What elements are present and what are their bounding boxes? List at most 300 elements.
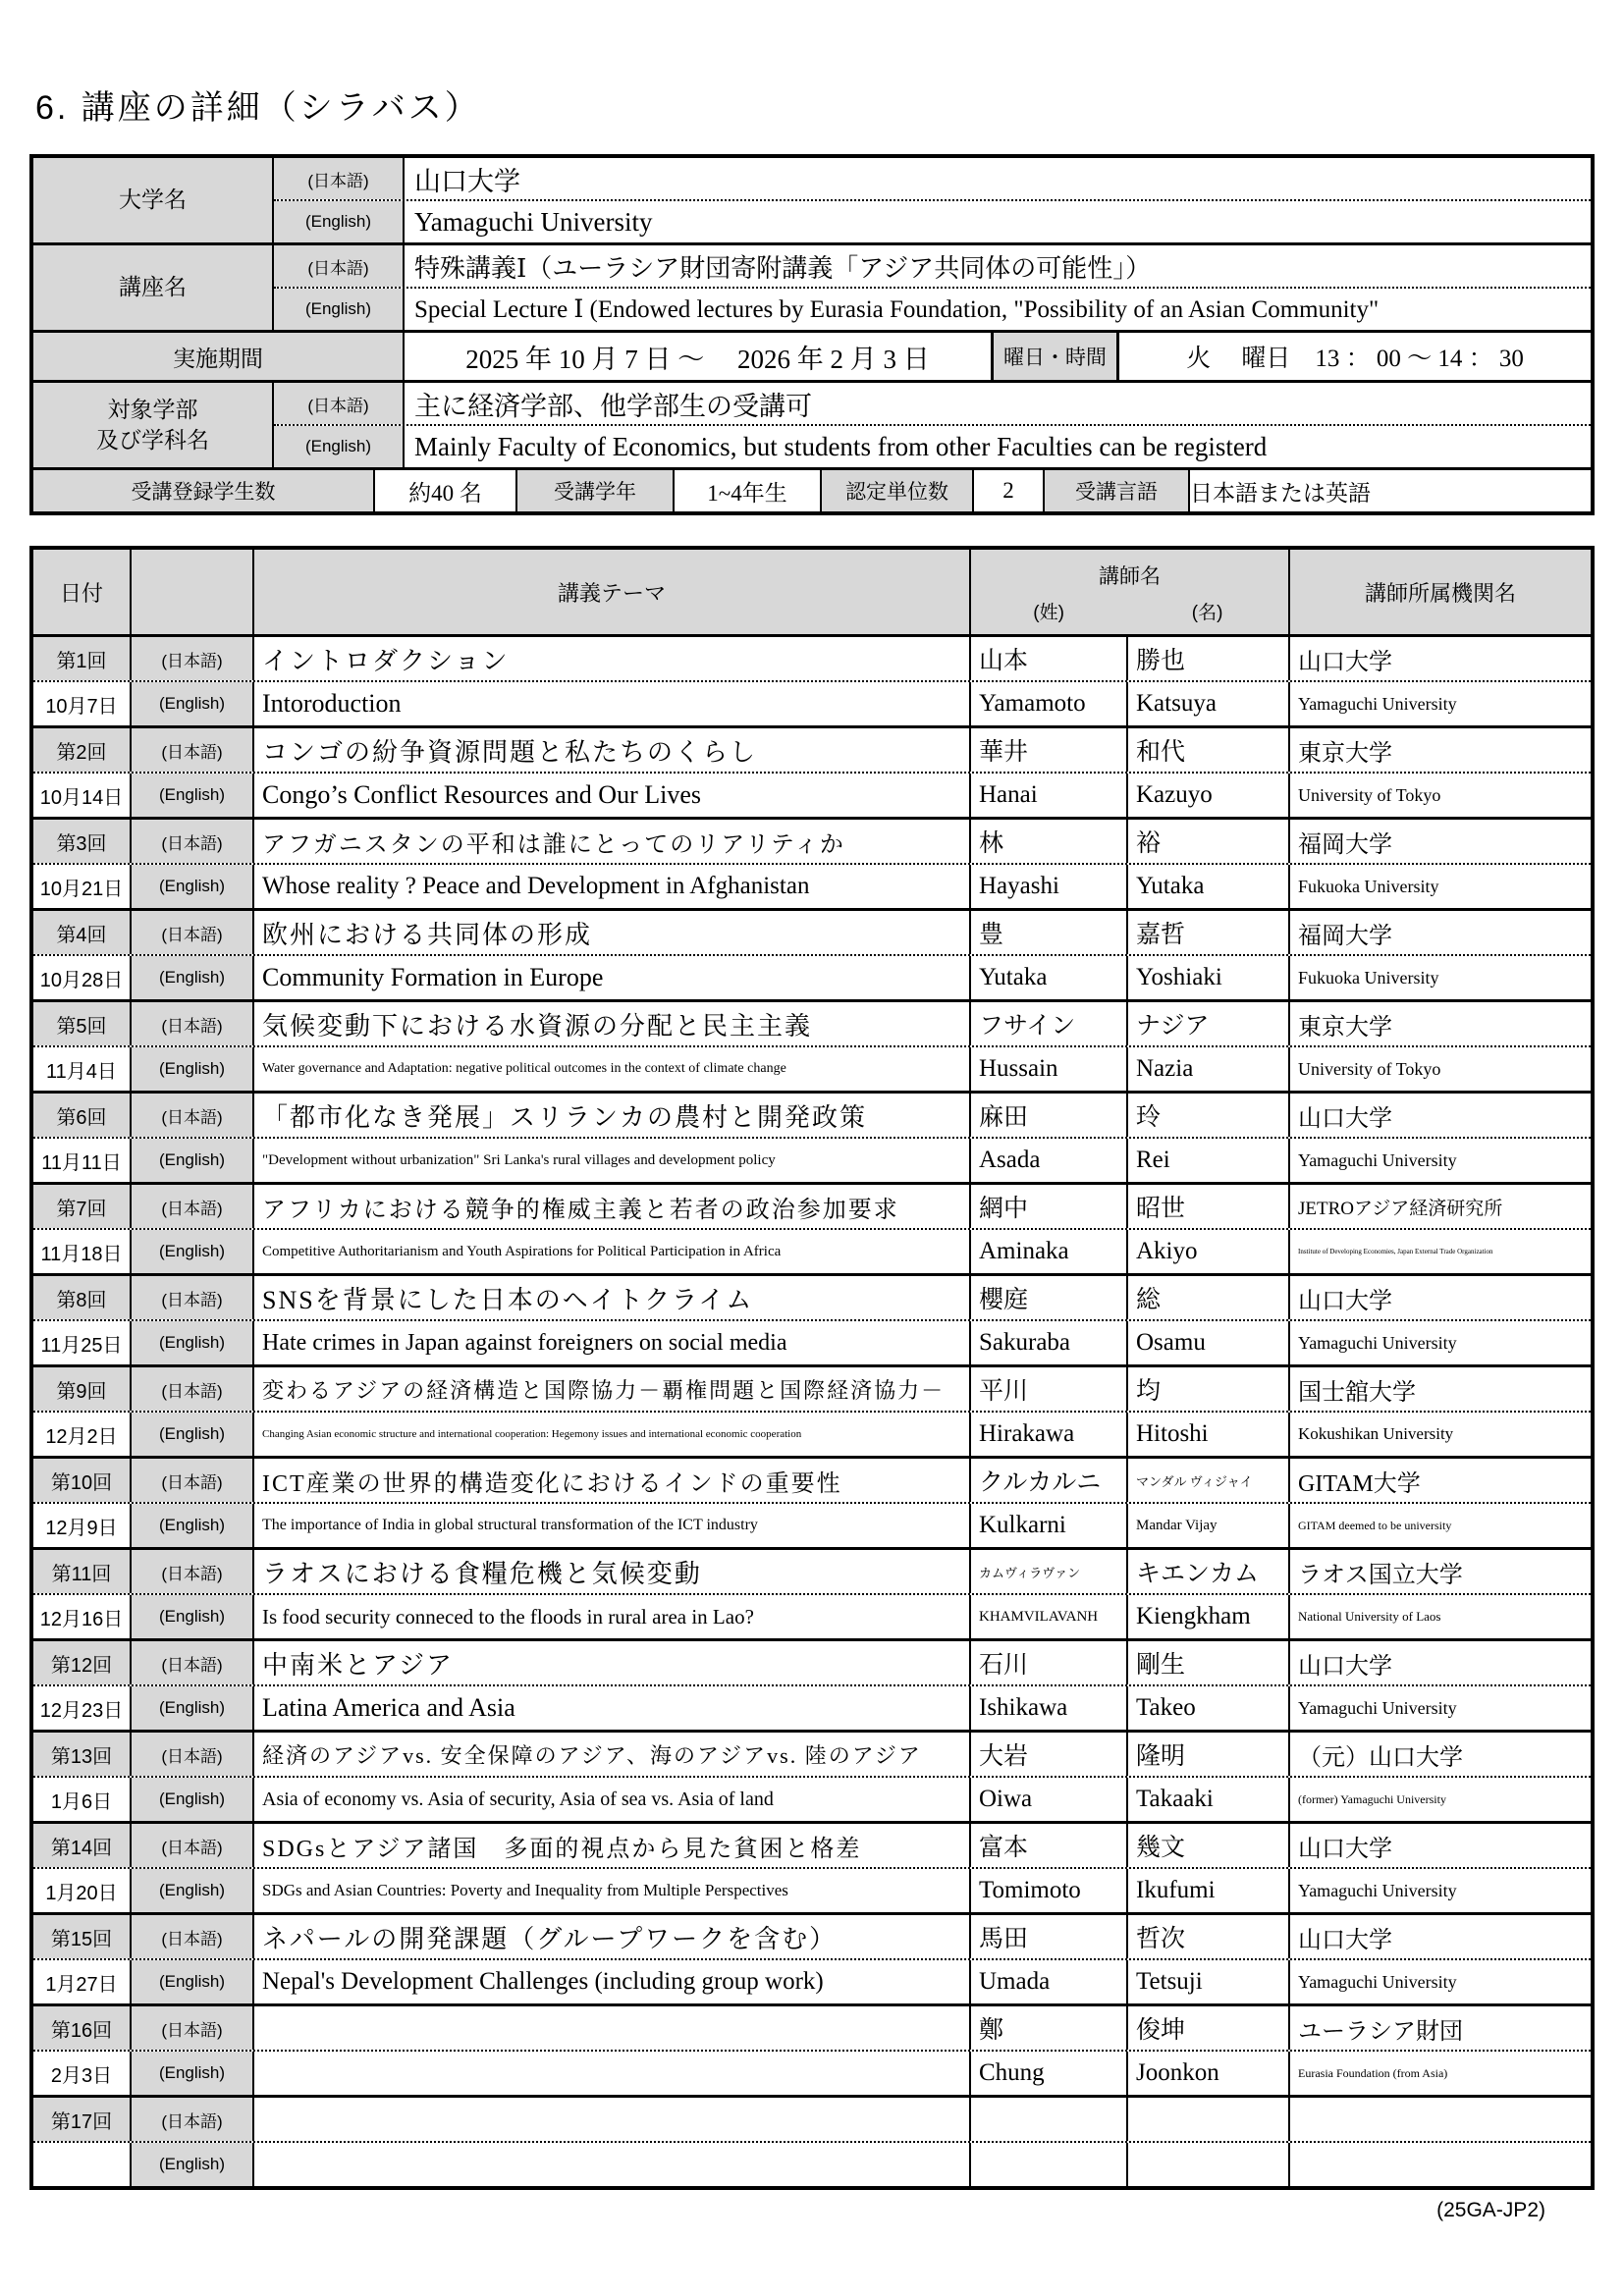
lecturer-affiliation-ja: 山口大学 bbox=[1298, 1927, 1392, 1953]
session-row-english bbox=[33, 772, 1591, 817]
day-time-label: 曜日・時間 bbox=[994, 333, 1119, 380]
lecture-theme-ja: ネパールの開発課題（グループワークを含む） bbox=[254, 1915, 971, 1958]
course-name-ja: 特殊講義Ⅰ（ユーラシア財団寄附講義「アジア共同体の可能性」） bbox=[414, 253, 1152, 283]
session-block bbox=[33, 637, 1591, 725]
lecturer-affiliation-en: (former) Yamaguchi University bbox=[1298, 1791, 1446, 1806]
lecturer-givenname-ja: 裕 bbox=[1128, 820, 1290, 863]
lecturer-givenname-ja: キエンカム bbox=[1128, 1550, 1290, 1593]
lecturer-affiliation-en: Fukuoka University bbox=[1298, 876, 1439, 896]
university-name-group bbox=[33, 158, 1591, 242]
lecturer-affiliation-ja: ラオス国立大学 bbox=[1298, 1562, 1463, 1588]
session-date: 2月3日 bbox=[33, 2052, 132, 2095]
university-name-ja: 山口大学 bbox=[414, 166, 520, 196]
lecturer-givenname-en: Katsuya bbox=[1128, 682, 1290, 725]
lecture-theme-ja: SNSを背景にした日本のヘイトクライム bbox=[254, 1276, 971, 1319]
lecturer-surname-en: Yamamoto bbox=[971, 682, 1128, 725]
session-date: 11月25日 bbox=[33, 1321, 132, 1364]
session-row-japanese bbox=[33, 2098, 1591, 2141]
session-block bbox=[33, 1821, 1591, 1912]
lecture-theme-en: Changing Asian economic structure and international cooperation: Hegemony issues and international economic cooperation bbox=[254, 1413, 971, 1456]
session-row-english bbox=[33, 2141, 1591, 2186]
session-number: 第9回 bbox=[33, 1367, 132, 1411]
blank-column-header bbox=[132, 550, 254, 634]
lecturer-affiliation-en: University of Tokyo bbox=[1298, 1058, 1441, 1079]
student-years-value: 1~4年生 bbox=[675, 470, 822, 511]
session-row-japanese bbox=[33, 1185, 1591, 1228]
lang-label-japanese: (日本語) bbox=[132, 1824, 254, 1867]
lecturer-givenname-ja: 和代 bbox=[1128, 728, 1290, 772]
session-date: 1月27日 bbox=[33, 1960, 132, 2003]
session-row-japanese bbox=[33, 1094, 1591, 1137]
session-block bbox=[33, 1364, 1591, 1456]
session-number: 第6回 bbox=[33, 1094, 132, 1137]
lang-label-japanese: (日本語) bbox=[132, 1185, 254, 1228]
session-row-japanese bbox=[33, 1367, 1591, 1411]
lecture-theme-en: Intoroduction bbox=[254, 682, 971, 725]
lecture-theme-en bbox=[254, 2143, 971, 2186]
session-row-japanese bbox=[33, 820, 1591, 863]
session-number: 第11回 bbox=[33, 1550, 132, 1593]
session-block bbox=[33, 999, 1591, 1091]
session-number: 第1回 bbox=[33, 637, 132, 680]
lecturer-givenname-en: Tetsuji bbox=[1128, 1960, 1290, 2003]
session-row-english bbox=[33, 1502, 1591, 1547]
lecturer-surname-en: Asada bbox=[971, 1139, 1128, 1182]
session-row-english bbox=[33, 954, 1591, 999]
lecturer-affiliation-ja: 東京大学 bbox=[1298, 740, 1392, 767]
lang-label-japanese: (日本語) bbox=[132, 1459, 254, 1502]
lang-label-english: (English) bbox=[132, 956, 254, 999]
lecture-theme-ja: アフガニスタンの平和は誰にとってのリアリティか bbox=[254, 820, 971, 863]
lecturer-affiliation-ja: JETROアジア経済研究所 bbox=[1298, 1198, 1503, 1219]
lecture-theme-en: Congo’s Conflict Resources and Our Lives bbox=[254, 774, 971, 817]
lecturer-surname-ja: 大岩 bbox=[971, 1733, 1128, 1776]
session-row-english bbox=[33, 1776, 1591, 1821]
lecturer-affiliation-en: University of Tokyo bbox=[1298, 784, 1441, 805]
target-faculty-en: Mainly Faculty of Economics, but students from other Faculties can be registerd bbox=[414, 431, 1268, 461]
lang-label-japanese: (日本語) bbox=[132, 1915, 254, 1958]
lang-label-english: (English) bbox=[132, 1413, 254, 1456]
lecturer-affiliation-en: Fukuoka University bbox=[1298, 967, 1439, 988]
day-time-value: 火 曜日 13 ： 00 ～ 14 ： 30 bbox=[1186, 346, 1524, 372]
lecturer-affiliation-ja: （元）山口大学 bbox=[1298, 1744, 1463, 1771]
session-row-english bbox=[33, 1593, 1591, 1638]
lang-label-japanese: (日本語) bbox=[132, 820, 254, 863]
lecturer-column-header: 講師名 (姓) (名) bbox=[971, 550, 1290, 634]
lecturer-surname-ja: 富本 bbox=[971, 1824, 1128, 1867]
lang-label-japanese: (日本語) bbox=[274, 245, 405, 287]
session-block bbox=[33, 1547, 1591, 1638]
lecturer-surname-en: Hirakawa bbox=[971, 1413, 1128, 1456]
lecturer-surname-ja: カムヴィラヴァン bbox=[971, 1550, 1128, 1593]
session-row-english bbox=[33, 1137, 1591, 1182]
session-block bbox=[33, 1182, 1591, 1273]
lecturer-givenname-en: Yoshiaki bbox=[1128, 956, 1290, 999]
session-row-japanese bbox=[33, 1002, 1591, 1045]
lecturer-givenname-ja: 総 bbox=[1128, 1276, 1290, 1319]
period-value: 2025 年 10 月 7 日 ～ 2026 年 2 月 3 日 bbox=[405, 333, 994, 380]
session-number: 第15回 bbox=[33, 1915, 132, 1958]
university-name-en: Yamaguchi University bbox=[414, 206, 653, 237]
lecturer-surname-en: Aminaka bbox=[971, 1230, 1128, 1273]
lecture-theme-ja: 欧州における共同体の形成 bbox=[254, 911, 971, 954]
lecturer-affiliation-ja: 山口大学 bbox=[1298, 1105, 1392, 1132]
lecture-theme-ja: イントロダクション bbox=[254, 637, 971, 680]
lang-label-english: (English) bbox=[132, 774, 254, 817]
lecturer-givenname-ja: ナジア bbox=[1128, 1002, 1290, 1045]
lecturer-givenname-ja: 俊坤 bbox=[1128, 2006, 1290, 2050]
lecturer-givenname-en: Kiengkham bbox=[1128, 1595, 1290, 1638]
course-name-en: Special Lecture Ⅰ (Endowed lectures by Eurasia Foundation, "Possibility of an Asian Community" bbox=[414, 296, 1380, 323]
lecturer-givenname-en: Mandar Vijay bbox=[1128, 1504, 1290, 1547]
lecturer-givenname-ja: 玲 bbox=[1128, 1094, 1290, 1137]
lang-label-english: (English) bbox=[132, 682, 254, 725]
session-row-japanese bbox=[33, 1641, 1591, 1684]
lecture-theme-ja: 気候変動下における水資源の分配と民主主義 bbox=[254, 1002, 971, 1045]
page-title: 6. 講座の詳細（シラバス） bbox=[35, 89, 481, 127]
session-date: 12月16日 bbox=[33, 1595, 132, 1638]
lecturer-surname-ja: 馬田 bbox=[971, 1915, 1128, 1958]
session-row-japanese bbox=[33, 1733, 1591, 1776]
lecturer-surname-en: Tomimoto bbox=[971, 1869, 1128, 1912]
registered-students-label: 受講登録学生数 bbox=[33, 470, 375, 511]
lecture-theme-ja: アフリカにおける競争的権威主義と若者の政治参加要求 bbox=[254, 1185, 971, 1228]
lecturer-givenname-en: Nazia bbox=[1128, 1047, 1290, 1091]
registration-row bbox=[33, 467, 1591, 511]
lecture-theme-ja: SDGsとアジア諸国 多面的視点から見た貧困と格差 bbox=[254, 1824, 971, 1867]
lang-label-japanese: (日本語) bbox=[132, 1367, 254, 1411]
session-number: 第17回 bbox=[33, 2098, 132, 2141]
lecture-theme-en: Whose reality ? Peace and Development in Afghanistan bbox=[254, 865, 971, 908]
lang-label-japanese: (日本語) bbox=[132, 1094, 254, 1137]
lang-label-japanese: (日本語) bbox=[132, 1276, 254, 1319]
lang-label-japanese: (日本語) bbox=[132, 2098, 254, 2141]
lecture-theme-ja bbox=[254, 2098, 971, 2141]
lecturer-givenname-en: Takeo bbox=[1128, 1686, 1290, 1730]
lang-label-japanese: (日本語) bbox=[132, 1733, 254, 1776]
lecturer-givenname-en: Ikufumi bbox=[1128, 1869, 1290, 1912]
sessions-table-header bbox=[33, 550, 1591, 637]
period-row bbox=[33, 330, 1591, 380]
session-date: 12月23日 bbox=[33, 1686, 132, 1730]
session-row-english bbox=[33, 863, 1591, 908]
session-row-english bbox=[33, 1228, 1591, 1273]
lang-label-japanese: (日本語) bbox=[274, 383, 405, 424]
lecturer-surname-en: Ishikawa bbox=[971, 1686, 1128, 1730]
lang-label-english: (English) bbox=[274, 201, 405, 242]
lecturer-givenname-ja bbox=[1128, 2098, 1290, 2141]
lecturer-affiliation-ja: 山口大学 bbox=[1298, 649, 1392, 675]
lecturer-givenname-ja: 均 bbox=[1128, 1367, 1290, 1411]
lang-label-japanese: (日本語) bbox=[132, 911, 254, 954]
lecturer-affiliation-en: Yamaguchi University bbox=[1298, 1880, 1457, 1900]
session-number: 第12回 bbox=[33, 1641, 132, 1684]
session-date: 10月7日 bbox=[33, 682, 132, 725]
lecturer-givenname-ja: 嘉哲 bbox=[1128, 911, 1290, 954]
session-number: 第14回 bbox=[33, 1824, 132, 1867]
course-info-table bbox=[29, 154, 1595, 515]
course-name-group bbox=[33, 242, 1591, 330]
session-number: 第8回 bbox=[33, 1276, 132, 1319]
lang-label-japanese: (日本語) bbox=[132, 1641, 254, 1684]
lecturer-affiliation-ja: 国士舘大学 bbox=[1298, 1379, 1416, 1406]
session-row-japanese bbox=[33, 637, 1591, 680]
lecturer-givenname-en: Joonkon bbox=[1128, 2052, 1290, 2095]
affiliation-column-header: 講師所属機関名 bbox=[1364, 580, 1516, 606]
session-date: 11月11日 bbox=[33, 1139, 132, 1182]
lecturer-surname-ja: フサイン bbox=[971, 1002, 1128, 1045]
session-row-japanese bbox=[33, 1276, 1591, 1319]
lecturer-givenname-en: Akiyo bbox=[1128, 1230, 1290, 1273]
lang-label-japanese: (日本語) bbox=[132, 728, 254, 772]
lecturer-surname-ja: 網中 bbox=[971, 1185, 1128, 1228]
lecturer-affiliation-en bbox=[1290, 2143, 1591, 2186]
lecturer-surname-ja: 石川 bbox=[971, 1641, 1128, 1684]
lecturer-surname-en bbox=[971, 2143, 1128, 2186]
lecture-theme-ja: コンゴの紛争資源問題と私たちのくらし bbox=[254, 728, 971, 772]
lecture-theme-en: Hate crimes in Japan against foreigners on social media bbox=[254, 1321, 971, 1364]
lecturer-surname-ja bbox=[971, 2098, 1128, 2141]
lecturer-surname-ja: 林 bbox=[971, 820, 1128, 863]
lecturer-affiliation-ja bbox=[1290, 2098, 1591, 2141]
lang-label-japanese: (日本語) bbox=[132, 1550, 254, 1593]
session-number: 第5回 bbox=[33, 1002, 132, 1045]
theme-column-header: 講義テーマ bbox=[254, 550, 971, 634]
doc-code: (25GA-JP2) bbox=[1436, 2199, 1545, 2221]
lecturer-affiliation-en: Yamaguchi University bbox=[1298, 1149, 1457, 1170]
lecture-theme-en: Competitive Authoritarianism and Youth Aspirations for Political Participation in Africa bbox=[254, 1230, 971, 1273]
lecturer-surname-en: Hayashi bbox=[971, 865, 1128, 908]
lecturer-surname-ja: 平川 bbox=[971, 1367, 1128, 1411]
lecturer-givenname-en: Kazuyo bbox=[1128, 774, 1290, 817]
lang-label-english: (English) bbox=[274, 426, 405, 467]
lecturer-givenname-en: Yutaka bbox=[1128, 865, 1290, 908]
lecturer-givenname-ja: 勝也 bbox=[1128, 637, 1290, 680]
lecturer-affiliation-ja: 東京大学 bbox=[1298, 1014, 1392, 1041]
session-row-japanese bbox=[33, 911, 1591, 954]
lecturer-givenname-ja: 剛生 bbox=[1128, 1641, 1290, 1684]
lecturer-surname-ja: クルカルニ bbox=[971, 1459, 1128, 1502]
lecture-theme-en: Water governance and Adaptation: negative political outcomes in the context of climate change bbox=[254, 1047, 971, 1091]
givenname-column-header: (名) bbox=[1191, 602, 1223, 623]
lang-label-japanese: (日本語) bbox=[132, 1002, 254, 1045]
lecturer-affiliation-en: GITAM deemed to be university bbox=[1298, 1518, 1452, 1532]
lecture-theme-en: Asia of economy vs. Asia of security, Asia of sea vs. Asia of land bbox=[254, 1778, 971, 1821]
lecture-theme-ja: 変わるアジアの経済構造と国際協力－覇権問題と国際経済協力－ bbox=[254, 1367, 971, 1411]
session-number: 第10回 bbox=[33, 1459, 132, 1502]
lecture-theme-en: Community Formation in Europe bbox=[254, 956, 971, 999]
sessions-table bbox=[29, 546, 1595, 2190]
lang-label-english: (English) bbox=[132, 1504, 254, 1547]
session-block bbox=[33, 1730, 1591, 1821]
lecture-theme-ja bbox=[254, 2006, 971, 2050]
target-faculty-group bbox=[33, 380, 1591, 467]
session-row-english bbox=[33, 1958, 1591, 2003]
session-block bbox=[33, 725, 1591, 817]
lecturer-affiliation-en: Yamaguchi University bbox=[1298, 693, 1457, 714]
lang-label-english: (English) bbox=[274, 289, 405, 330]
lecturer-givenname-en: Hitoshi bbox=[1128, 1413, 1290, 1456]
session-row-english bbox=[33, 1411, 1591, 1456]
session-number: 第7回 bbox=[33, 1185, 132, 1228]
session-date: 10月28日 bbox=[33, 956, 132, 999]
lecturer-affiliation-en: Institute of Developing Economies, Japan External Trade Organization bbox=[1298, 1248, 1493, 1255]
credits-value: 2 bbox=[974, 470, 1045, 511]
lecturer-surname-en: Yutaka bbox=[971, 956, 1128, 999]
session-date: 1月6日 bbox=[33, 1778, 132, 1821]
lang-label-english: (English) bbox=[132, 865, 254, 908]
lang-label-english: (English) bbox=[132, 1778, 254, 1821]
session-number: 第3回 bbox=[33, 820, 132, 863]
lecturer-givenname-ja: 幾文 bbox=[1128, 1824, 1290, 1867]
session-number: 第2回 bbox=[33, 728, 132, 772]
lecturer-surname-ja: 櫻庭 bbox=[971, 1276, 1128, 1319]
lecture-theme-ja: 中南米とアジア bbox=[254, 1641, 971, 1684]
session-row-english bbox=[33, 680, 1591, 725]
lecturer-givenname-en: Rei bbox=[1128, 1139, 1290, 1182]
credits-label: 認定単位数 bbox=[822, 470, 974, 511]
lecture-theme-en: SDGs and Asian Countries: Poverty and Inequality from Multiple Perspectives bbox=[254, 1869, 971, 1912]
sessions-body bbox=[33, 637, 1591, 2186]
lecturer-affiliation-en: Eurasia Foundation (from Asia) bbox=[1298, 2065, 1448, 2080]
session-row-english bbox=[33, 1045, 1591, 1091]
lecturer-affiliation-ja: 福岡大学 bbox=[1298, 923, 1392, 949]
lang-label-english: (English) bbox=[132, 1960, 254, 2003]
lecturer-surname-ja: 麻田 bbox=[971, 1094, 1128, 1137]
session-row-japanese bbox=[33, 2006, 1591, 2050]
lecturer-givenname-ja: マンダル ヴィジャイ bbox=[1128, 1459, 1290, 1502]
lecturer-affiliation-en: Yamaguchi University bbox=[1298, 1697, 1457, 1718]
session-block bbox=[33, 1273, 1591, 1364]
session-block bbox=[33, 2095, 1591, 2186]
lecturer-affiliation-ja: 山口大学 bbox=[1298, 1836, 1392, 1862]
lecturer-surname-en: Chung bbox=[971, 2052, 1128, 2095]
session-block bbox=[33, 1912, 1591, 2003]
lecturer-affiliation-en: Kokushikan University bbox=[1298, 1424, 1454, 1443]
lecture-theme-ja: 「都市化なき発展」スリランカの農村と開発政策 bbox=[254, 1094, 971, 1137]
lang-label-english: (English) bbox=[132, 1139, 254, 1182]
lecture-theme-en bbox=[254, 2052, 971, 2095]
lecture-theme-en: The importance of India in global structural transformation of the ICT industry bbox=[254, 1504, 971, 1547]
lecturer-surname-ja: 華井 bbox=[971, 728, 1128, 772]
lecturer-surname-en: Hussain bbox=[971, 1047, 1128, 1091]
session-date: 12月9日 bbox=[33, 1504, 132, 1547]
lecture-theme-en: Nepal's Development Challenges (including group work) bbox=[254, 1960, 971, 2003]
lecturer-affiliation-ja: 山口大学 bbox=[1298, 1288, 1392, 1314]
session-date: 11月4日 bbox=[33, 1047, 132, 1091]
lecturer-surname-en: KHAMVILAVANH bbox=[971, 1595, 1128, 1638]
session-row-english bbox=[33, 1684, 1591, 1730]
session-row-japanese bbox=[33, 728, 1591, 772]
session-block bbox=[33, 817, 1591, 908]
target-faculty-label: 対象学部 及び学科名 bbox=[33, 383, 274, 467]
lecturer-givenname-en bbox=[1128, 2143, 1290, 2186]
lecturer-affiliation-en: National University of Laos bbox=[1298, 1609, 1441, 1624]
session-date: 1月20日 bbox=[33, 1869, 132, 1912]
session-row-japanese bbox=[33, 1459, 1591, 1502]
lecturer-affiliation-ja: 福岡大学 bbox=[1298, 831, 1392, 858]
session-date: 11月18日 bbox=[33, 1230, 132, 1273]
lang-label-english: (English) bbox=[132, 1869, 254, 1912]
lecturer-givenname-ja: 哲次 bbox=[1128, 1915, 1290, 1958]
session-number: 第4回 bbox=[33, 911, 132, 954]
lecturer-surname-en: Umada bbox=[971, 1960, 1128, 2003]
lecturer-surname-en: Kulkarni bbox=[971, 1504, 1128, 1547]
session-row-english bbox=[33, 1867, 1591, 1912]
session-row-english bbox=[33, 2050, 1591, 2095]
lecture-theme-en: Is food security conneced to the floods in rural area in Lao? bbox=[254, 1595, 971, 1638]
course-name-label: 講座名 bbox=[33, 245, 274, 330]
lecturer-affiliation-ja: 山口大学 bbox=[1298, 1653, 1392, 1680]
session-date: 10月14日 bbox=[33, 774, 132, 817]
session-date: 12月2日 bbox=[33, 1413, 132, 1456]
session-block bbox=[33, 1638, 1591, 1730]
lecturer-surname-ja: 山本 bbox=[971, 637, 1128, 680]
registered-students-value: 約40 名 bbox=[375, 470, 517, 511]
lecturer-surname-en: Oiwa bbox=[971, 1778, 1128, 1821]
date-column-header: 日付 bbox=[33, 550, 132, 634]
lecturer-givenname-ja: 隆明 bbox=[1128, 1733, 1290, 1776]
lecture-theme-ja: 経済のアジアvs. 安全保障のアジア、海のアジアvs. 陸のアジア bbox=[254, 1733, 971, 1776]
session-row-english bbox=[33, 1319, 1591, 1364]
lang-label-english: (English) bbox=[132, 2143, 254, 2186]
session-block bbox=[33, 2003, 1591, 2095]
lecture-theme-ja: ICT産業の世界的構造変化におけるインドの重要性 bbox=[254, 1459, 971, 1502]
lecturer-givenname-ja: 昭世 bbox=[1128, 1185, 1290, 1228]
lecturer-givenname-en: Takaaki bbox=[1128, 1778, 1290, 1821]
lecture-theme-en: "Development without urbanization" Sri Lanka's rural villages and development policy bbox=[254, 1139, 971, 1182]
session-date: 10月21日 bbox=[33, 865, 132, 908]
session-block bbox=[33, 908, 1591, 999]
session-date bbox=[33, 2143, 132, 2186]
lecturer-surname-ja: 豊 bbox=[971, 911, 1128, 954]
lecturer-affiliation-en: Yamaguchi University bbox=[1298, 1332, 1457, 1353]
lang-label-japanese: (日本語) bbox=[132, 2006, 254, 2050]
session-number: 第16回 bbox=[33, 2006, 132, 2050]
lecturer-affiliation-ja: ユーラシア財団 bbox=[1298, 2018, 1463, 2045]
session-block bbox=[33, 1456, 1591, 1547]
lang-label-english: (English) bbox=[132, 1321, 254, 1364]
university-name-label: 大学名 bbox=[33, 158, 274, 242]
lecturer-affiliation-en: Yamaguchi University bbox=[1298, 1971, 1457, 1992]
surname-column-header: (姓) bbox=[1033, 602, 1064, 623]
lang-label-english: (English) bbox=[132, 1595, 254, 1638]
session-row-japanese bbox=[33, 1550, 1591, 1593]
language-label: 受講言語 bbox=[1045, 470, 1190, 511]
student-years-label: 受講学年 bbox=[517, 470, 675, 511]
session-row-japanese bbox=[33, 1915, 1591, 1958]
lang-label-english: (English) bbox=[132, 1047, 254, 1091]
session-number: 第13回 bbox=[33, 1733, 132, 1776]
lang-label-japanese: (日本語) bbox=[132, 637, 254, 680]
lecturer-affiliation-ja: GITAM大学 bbox=[1298, 1470, 1421, 1497]
language-value: 日本語または英語 bbox=[1190, 480, 1371, 506]
target-faculty-ja: 主に経済学部、他学部生の受講可 bbox=[414, 391, 812, 421]
session-row-japanese bbox=[33, 1824, 1591, 1867]
lang-label-english: (English) bbox=[132, 1230, 254, 1273]
lang-label-english: (English) bbox=[132, 2052, 254, 2095]
lecture-theme-en: Latina America and Asia bbox=[254, 1686, 971, 1730]
lang-label-japanese: (日本語) bbox=[274, 158, 405, 199]
lecturer-givenname-en: Osamu bbox=[1128, 1321, 1290, 1364]
session-block bbox=[33, 1091, 1591, 1182]
lecturer-surname-ja: 鄭 bbox=[971, 2006, 1128, 2050]
lecture-theme-ja: ラオスにおける食糧危機と気候変動 bbox=[254, 1550, 971, 1593]
lang-label-english: (English) bbox=[132, 1686, 254, 1730]
lecturer-surname-en: Sakuraba bbox=[971, 1321, 1128, 1364]
lecturer-surname-en: Hanai bbox=[971, 774, 1128, 817]
period-label: 実施期間 bbox=[33, 333, 405, 380]
